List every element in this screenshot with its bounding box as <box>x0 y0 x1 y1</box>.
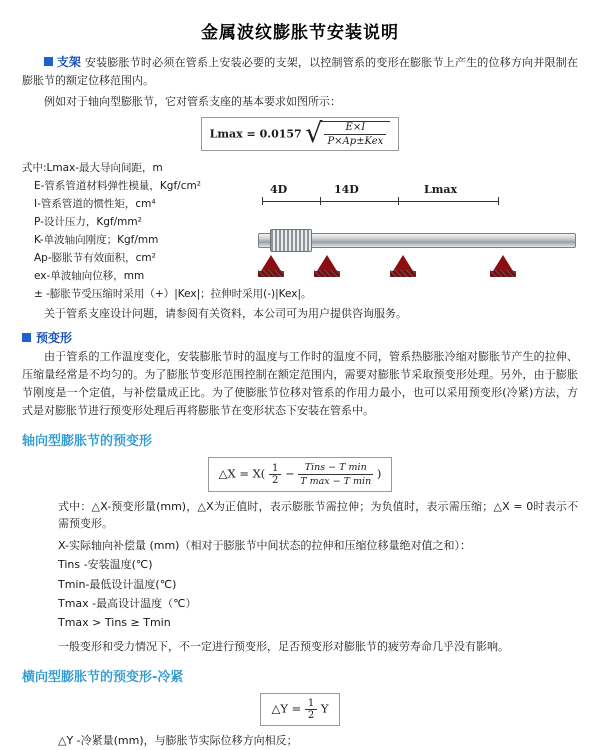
support-para-3: 关于管系支座设计问题，请参阅有关资料，本公司可为用户提供咨询服务。 <box>44 307 407 321</box>
pipe-support-guide <box>314 253 340 277</box>
page-title: 金属波纹膨胀节安装说明 <box>201 23 399 43</box>
lateral-note: △Y -冷紧量(mm)，与膨胀节实际位移方向相反； <box>58 734 298 748</box>
axial-item: Tmax -最高设计温度（℃） <box>58 596 197 610</box>
predeform-heading-row <box>22 329 578 346</box>
dimension-label-4d: 4D <box>270 183 288 197</box>
axial-formula-rhs: ) <box>376 466 382 480</box>
axial-formula-fraction: $\frac{\text{Tins − T min}}{\text{T max − T min}}$ <box>300 461 372 487</box>
lmax-formula <box>22 117 578 151</box>
axial-item: Tins -安装温度(℃) <box>58 558 153 572</box>
axial-formula-half: $\frac{1}{2}$ <box>269 463 281 486</box>
diagram-dimension-ticks <box>256 197 578 205</box>
legend-item: Ap-膨胀节有效面积，cm² <box>34 252 156 265</box>
legend-item: K-单波轴向刚度；Kgf/mm <box>34 234 159 247</box>
axial-note-1: 式中：△X-预变形量(mm)，△X为正值时，表示膨胀节需拉伸；为负值时，表示需压缩；△X = 0时表示不需预变形。 <box>58 499 578 531</box>
predeform-para-1: 由于管系的工作温度变化，安装膨胀节时的温度与工作时的温度不同，管系热膨胀冷缩对膨胀节产生的拉伸、压缩量经常是不均匀的。为了膨胀节变形范围控制在额定范围内，需要对膨胀节采取预变形处理。另外，由于膨胀节刚度是一个定值，与补偿量成正比。为了使膨胀节位移对管系的作用力最小，也可以采用预变形(冷紧)方法，方式是对膨胀节进行预变形处理后再将膨胀节在变形状态下安装在管系中。 <box>22 350 578 417</box>
legend-item: ex-单波轴向位移，mm <box>34 270 145 283</box>
lateral-formula-box <box>260 693 339 726</box>
axial-formula-lhs: △X = X( <box>218 466 266 480</box>
lmax-formula-box <box>201 117 400 151</box>
diagram-dimension-labels <box>256 183 578 197</box>
lmax-denominator: P×Ap±Kex <box>327 136 384 148</box>
pipe-support-anchor <box>258 253 284 277</box>
support-para-1: 安装膨胀节时必须在管系上安装必要的支架，以控制管系的变形在膨胀节上产生的位移方向并限制在膨胀节的额定位移范围内。 <box>22 56 579 88</box>
predeform-heading: 预变形 <box>36 331 73 346</box>
axial-predeform-heading: 轴向型膨胀节的预变形 <box>22 433 153 449</box>
pipe-support-diagram <box>256 183 578 303</box>
dimension-label-14d: 14D <box>334 183 359 197</box>
axial-formula <box>22 457 578 492</box>
legend-item: P-设计压力，Kgf/mm² <box>34 216 142 229</box>
sqrt-icon: √ $\frac{E\times I}{\text{P×Ap±Kex}}$ <box>305 121 390 147</box>
support-para-2: 例如对于轴向型膨胀节，它对管系支座的基本要求如图所示： <box>44 95 341 109</box>
lateral-predeform-heading: 横向型膨胀节的预变形-冷紧 <box>22 670 184 686</box>
dimension-label-lmax: Lmax <box>424 183 458 197</box>
lateral-formula-half: $\frac{1}{2}$ <box>305 698 317 721</box>
axial-formula-minus: − <box>284 466 295 480</box>
pipe-support-anchor <box>490 253 516 277</box>
support-heading: 支架 <box>56 55 82 69</box>
axial-item: Tmax > Tins ≥ Tmin <box>58 616 171 630</box>
axial-note-2: 一般变形和受力情况下，不一定进行预变形，足否预变形对膨胀节的疲劳寿命几乎没有影响。 <box>58 640 509 654</box>
bullet-square-icon <box>44 57 53 66</box>
pipe-support-guide <box>390 253 416 277</box>
lmax-numerator: E×I <box>324 122 386 135</box>
pipe-assembly-illustration <box>256 207 578 281</box>
lateral-formula <box>22 693 578 726</box>
lateral-formula-lhs: △Y = <box>271 701 302 716</box>
bellows-expansion-joint <box>270 229 312 252</box>
support-section-paragraph <box>22 53 578 90</box>
legend-and-diagram <box>22 159 578 303</box>
legend-item: I-管系管道的惯性矩，cm⁴ <box>34 198 156 211</box>
lateral-formula-rhs: Y <box>320 701 329 716</box>
legend-item: E-管系管道材料弹性模量，Kgf/cm² <box>34 180 201 193</box>
axial-formula-box <box>208 457 393 492</box>
legend-item: ± -膨胀节受压缩时采用（+）|Kex|；拉伸时采用(-)|Kex|。 <box>34 288 312 301</box>
lmax-formula-label: Lmax = 0.0157 <box>209 127 302 141</box>
axial-item: X-实际轴向补偿量 (mm)（相对于膨胀节中间状态的拉伸和压缩位移量绝对值之和）： <box>58 539 471 553</box>
axial-item: Tmin-最低设计温度(℃) <box>58 577 177 591</box>
legend-item: 式中:Lmax-最大导向间距，m <box>22 162 163 175</box>
bullet-square-icon <box>22 333 31 342</box>
